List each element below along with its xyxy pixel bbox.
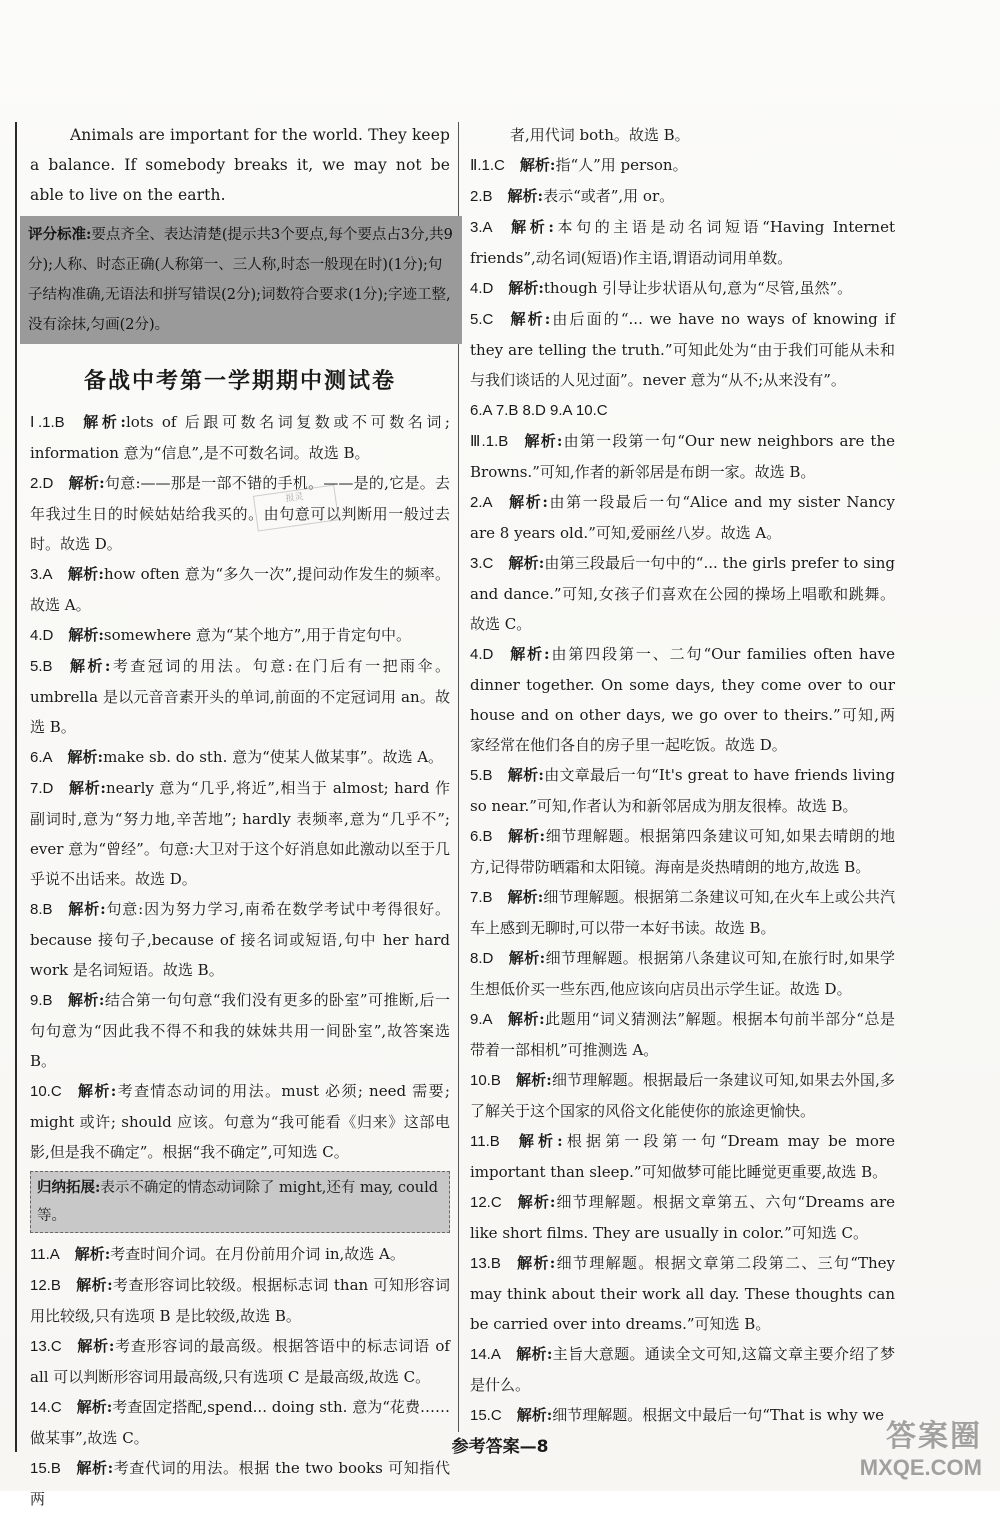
answer-item: [470, 1400, 895, 1431]
analysis-text: 由第四段第一、二句“Our families often have dinner together. On some days, they come over to our house and on other days, we go over to theirs.”可知,两家经常在他们各自的房子里一起吃饭。故选 D。: [470, 645, 896, 754]
answer-item: [470, 943, 895, 1004]
exam-title: 备战中考第一学期期中测试卷: [83, 369, 396, 394]
answer-number: 4.D: [470, 280, 494, 297]
analysis-label: 解析:: [508, 949, 546, 967]
analysis-text: 主旨大意题。通读全文可知,这篇文章主要介绍了梦是什么。: [470, 1345, 895, 1394]
analysis-label: 解析:: [514, 1132, 563, 1150]
answer-number: 4.D: [30, 627, 54, 644]
answer-number: 10.C: [30, 1083, 62, 1100]
left-column: [28, 120, 453, 1514]
answer-number: Ⅲ.1.B: [470, 433, 509, 450]
analysis-text: somewhere 意为“某个地方”,用于肯定句中。: [103, 626, 412, 644]
analysis-label: 解析:: [507, 888, 544, 906]
analysis-text: 考查形容词比较级。根据标志词 than 可知形容词用比较级,只有选项 B 是比较级,故选 B。: [30, 1276, 450, 1325]
answer-number: Ⅱ.1.C: [470, 157, 505, 174]
analysis-text: 由第一段最后一句“Alice and my sister Nancy are 8 years old.”可知,爱丽丝八岁。故选 A。: [470, 493, 895, 542]
analysis-label: 解析:: [508, 645, 550, 663]
tip-text: 表示不确定的情态动词除了 might,还有 may, could 等。: [37, 1180, 439, 1224]
answer-item: [470, 760, 895, 821]
answer-item: [30, 620, 450, 651]
answer-item: [470, 1126, 895, 1187]
answer-number: Ⅰ.1.B: [30, 414, 65, 431]
answer-number: 7.D: [30, 780, 54, 797]
analysis-label: 解析:: [507, 1010, 545, 1028]
answer-number: 12.B: [30, 1277, 61, 1294]
answer-item: [470, 882, 895, 943]
left-margin-rule: [15, 122, 17, 1452]
essay-ending-text: Animals are important for the world. They keep a balance. If somebody breaks it, we may not be able to live on the earth.: [30, 126, 450, 204]
left-items-after-list: [30, 1239, 450, 1514]
analysis-label: 解析:: [507, 218, 554, 236]
analysis-label: 解析:: [76, 1337, 115, 1355]
tip-label: 归纳拓展:: [37, 1179, 101, 1196]
answer-number: 9.A: [470, 1011, 493, 1028]
site-watermark: [860, 1411, 982, 1481]
analysis-text: 细节理解题。根据文章第五、六句“Dreams are like short films. They are usually in color.”可知选 C。: [470, 1193, 895, 1242]
answer-item: [30, 1076, 450, 1167]
answer-number: 4.D: [470, 646, 494, 663]
analysis-label: 解析:: [79, 413, 126, 431]
answer-item: [470, 548, 895, 639]
answer-number: 6.A 7.B 8.D 9.A 10.C: [470, 402, 608, 419]
watermark-cn: 答案圈: [886, 1420, 982, 1453]
answer-item: [470, 273, 895, 304]
analysis-text: though 引导让步状语从句,意为“尽管,虽然”。: [543, 279, 853, 297]
analysis-text: 句意:——那是一部不错的手机。——是的,它是。去年我过生日的时候姑姑给我买的。由句意可以判断用一般过去时。故选 D。: [30, 474, 450, 553]
answer-number: 6.A: [30, 749, 53, 766]
answer-item: [30, 894, 450, 985]
left-items-list: [30, 407, 450, 1167]
answer-item: [470, 1339, 895, 1400]
answer-number: 5.B: [30, 658, 53, 675]
analysis-text: 考查固定搭配,spend... doing sth. 意为“花费……做某事”,故选 C。: [30, 1398, 450, 1447]
answer-number: 8.B: [30, 901, 53, 918]
analysis-label: 解析:: [523, 432, 563, 450]
answer-item: [470, 1248, 895, 1339]
answer-number: 2.D: [30, 475, 54, 492]
answer-number: 2.A: [470, 494, 493, 511]
answer-number: 12.C: [470, 1194, 502, 1211]
answer-item: [30, 1453, 450, 1514]
analysis-text: 考查形容词的最高级。根据答语中的标志词语 of all 可以判断形容词用最高级,只有选项 C 是最高级,故选 C。: [30, 1337, 450, 1386]
analysis-label: 解析:: [76, 1082, 117, 1100]
answer-number: 14.C: [30, 1399, 62, 1416]
answer-item: [30, 468, 450, 559]
right-column: [470, 120, 895, 1431]
analysis-text: 考查情态动词的用法。must 必须; need 需要; might 或许; should 应该。句意为“我可能看《归来》这部电影,但是我不确定”。根据“我不确定”,可知选 C。: [30, 1082, 450, 1161]
analysis-text: how often 意为“多久一次”,提问动作发生的频率。故选 A。: [30, 565, 450, 614]
scoring-criteria-label: 评分标准:: [28, 226, 92, 243]
analysis-label: 解析:: [508, 279, 544, 297]
stamp-mark: 报灵: [253, 484, 339, 531]
answer-number: 3.C: [470, 555, 494, 572]
analysis-label: 解析:: [75, 1459, 114, 1477]
analysis-label: 解析:: [507, 187, 544, 205]
answer-item: [30, 742, 450, 773]
analysis-label: 解析:: [519, 156, 556, 174]
answer-number: 15.B: [30, 1460, 61, 1477]
answer-item: [30, 559, 450, 620]
analysis-text: 结合第一句句意“我们没有更多的卧室”可推断,后一句句意为“因此我不得不和我的妹妹共用一间卧室”,故答案选 B。: [30, 991, 450, 1070]
analysis-label: 解析:: [516, 1193, 556, 1211]
analysis-label: 解析:: [508, 554, 545, 572]
analysis-text: 考查冠词的用法。句意:在门后有一把雨伞。umbrella 是以元音音素开头的单词,前面的不定冠词用 an。故选 B。: [30, 657, 450, 736]
analysis-text: 细节理解题。根据第八条建议可知,在旅行时,如果学生想低价买一些东西,他应该向店员出示学生证。故选 D。: [470, 949, 895, 998]
answer-number: 3.A: [470, 219, 493, 236]
analysis-text: lots of 后跟可数名词复数或不可数名词; information 意为“信息”,是不可数名词。故选 B。: [30, 413, 450, 462]
answer-item: [470, 395, 895, 426]
analysis-label: 解析:: [67, 657, 111, 675]
answer-item: [470, 304, 895, 395]
analysis-label: 解析:: [515, 1254, 556, 1272]
analysis-text: 考查时间介词。在月份前用介词 in,故选 A。: [110, 1245, 405, 1263]
analysis-text: 由文章最后一句“It's great to have friends living so near.”可知,作者认为和新邻居成为朋友很棒。故选 B。: [470, 766, 895, 815]
analysis-text: 细节理解题。根据第二条建议可知,在火车上或公共汽车上感到无聊时,可以带一本好书读。故选 B。: [470, 888, 895, 937]
answer-number: 9.B: [30, 992, 53, 1009]
analysis-text: 句意:因为努力学习,南希在数学考试中考得很好。because 接句子,because of 接名词或短语,句中 her hard work 是名词短语。故选 B。: [30, 900, 450, 979]
analysis-label: 解析:: [68, 474, 105, 492]
answer-item: [470, 1187, 895, 1248]
answer-item: [470, 821, 895, 882]
answer-number: 8.D: [470, 950, 494, 967]
answer-number: 5.B: [470, 767, 493, 784]
answer-item: [470, 150, 895, 181]
scoring-criteria-box: [20, 216, 462, 344]
analysis-text: 考查代词的用法。根据 the two books 可知指代两: [30, 1459, 450, 1508]
answer-item: [30, 1270, 450, 1331]
answer-number: 13.B: [470, 1255, 501, 1272]
answer-item: [30, 773, 450, 894]
answer-item: [30, 1331, 450, 1392]
analysis-label: 解析:: [516, 1406, 553, 1424]
answer-item: [30, 1239, 450, 1270]
watermark-url: MXQE.COM: [859, 1455, 982, 1480]
answer-item: [30, 985, 450, 1076]
answer-item: [470, 1004, 895, 1065]
answer-item: [470, 181, 895, 212]
analysis-text: make sb. do sth. 意为“使某人做某事”。故选 A。: [103, 748, 444, 766]
analysis-text: 表示“或者”,用 or。: [543, 187, 675, 205]
analysis-label: 解析:: [67, 565, 104, 583]
answer-item: [470, 212, 895, 273]
answer-number: 14.A: [470, 1346, 501, 1363]
analysis-text: 本句的主语是动名词短语“Having Internet friends”,动名词(短语)作主语,谓语动词用单数。: [470, 218, 895, 267]
answer-number: 11.A: [30, 1246, 60, 1263]
answer-number: 3.A: [30, 566, 53, 583]
analysis-label: 解析:: [515, 1071, 552, 1089]
answer-number: 5.C: [470, 311, 494, 328]
analysis-label: 解析:: [68, 626, 104, 644]
analysis-text: 由第一段第一句“Our new neighbors are the Browns.”可知,作者的新邻居是布朗一家。故选 B。: [470, 432, 895, 481]
analysis-text: 细节理解题。根据文章第二段第二、三句“They may think about their work all day. These thoughts can be carried over into dreams.”可知选 B。: [470, 1254, 895, 1333]
analysis-label: 解析:: [507, 493, 548, 511]
analysis-text: nearly 意为“几乎,将近”,相当于 almost; hard 作副词时,意为“努力地,辛苦地”; hardly 表频率,意为“几乎不”; ever 意为“曾经”。句意:大卫对于这个好消息如此激动以至于几乎说不出话来。故选 D。: [30, 779, 450, 888]
right-items-list: [470, 150, 895, 1431]
analysis-text: 此题用“词义猜测法”解题。根据本句前半部分“总是带着一部相机”可推测选 A。: [470, 1010, 895, 1059]
analysis-label: 解析:: [508, 310, 551, 328]
analysis-label: 解析:: [67, 900, 106, 918]
answer-item: [30, 407, 450, 468]
answer-item: [470, 426, 895, 487]
analysis-label: 解析:: [76, 1398, 113, 1416]
answer-item: [470, 1065, 895, 1126]
answer-number: 7.B: [470, 889, 493, 906]
analysis-label: 解析:: [67, 748, 104, 766]
answer-number: 13.C: [30, 1338, 62, 1355]
answer-number: 6.B: [470, 828, 493, 845]
scoring-criteria-text: 要点齐全、表达清楚(提示共3个要点,每个要点占3分,共9分);人称、时态正确(人称第一、三人称,时态一般现在时)(1分);句子结构准确,无语法和拼写错误(2分);词数符合要求(1分);字迹工整,没有涂抹,匀画(2分)。: [28, 227, 453, 333]
analysis-text: 由第三段最后一句中的“... the girls prefer to sing and dance.”可知,女孩子们喜欢在公园的操场上唱歌和跳舞。故选 C。: [470, 554, 895, 633]
analysis-label: 解析:: [74, 1245, 111, 1263]
analysis-label: 解析:: [75, 1276, 113, 1294]
tip-box: [30, 1171, 450, 1233]
answer-item: [30, 651, 450, 742]
answer-number: 2.B: [470, 188, 493, 205]
analysis-text: 指“人”用 person。: [555, 156, 688, 174]
analysis-text: 细节理解题。根据第四条建议可知,如果去晴朗的地方,记得带防晒霜和太阳镜。海南是炎热晴朗的地方,故选 B。: [470, 827, 895, 876]
answer-number: 11.B: [470, 1133, 500, 1150]
analysis-text: 由后面的“... we have no ways of knowing if they are telling the truth.”可知此处为“由于我们可能从未和与我们谈话的人见过面”。never 意为“从不;从来没有”。: [470, 310, 895, 389]
analysis-text: 根据第一段第一句“Dream may be more important than sleep.”可知做梦可能比睡觉更重要,故选 B。: [470, 1132, 895, 1181]
analysis-label: 解析:: [67, 991, 105, 1009]
answer-item: [470, 639, 895, 760]
continuation-text: 者,用代词 both。故选 B。: [510, 126, 690, 144]
analysis-text: 细节理解题。根据文中最后一句“That is why we: [552, 1406, 885, 1424]
analysis-label: 解析:: [68, 779, 106, 797]
analysis-label: 解析:: [507, 827, 546, 845]
answer-number: 10.B: [470, 1072, 501, 1089]
analysis-label: 解析:: [507, 766, 544, 784]
analysis-label: 解析:: [515, 1345, 553, 1363]
answer-item: [470, 487, 895, 548]
page-footer: 参考答案—8: [451, 1437, 549, 1457]
analysis-text: 细节理解题。根据最后一条建议可知,如果去外国,多了解关于这个国家的风俗文化能使你的旅途更愉快。: [470, 1071, 895, 1120]
answer-number: 15.C: [470, 1407, 502, 1424]
